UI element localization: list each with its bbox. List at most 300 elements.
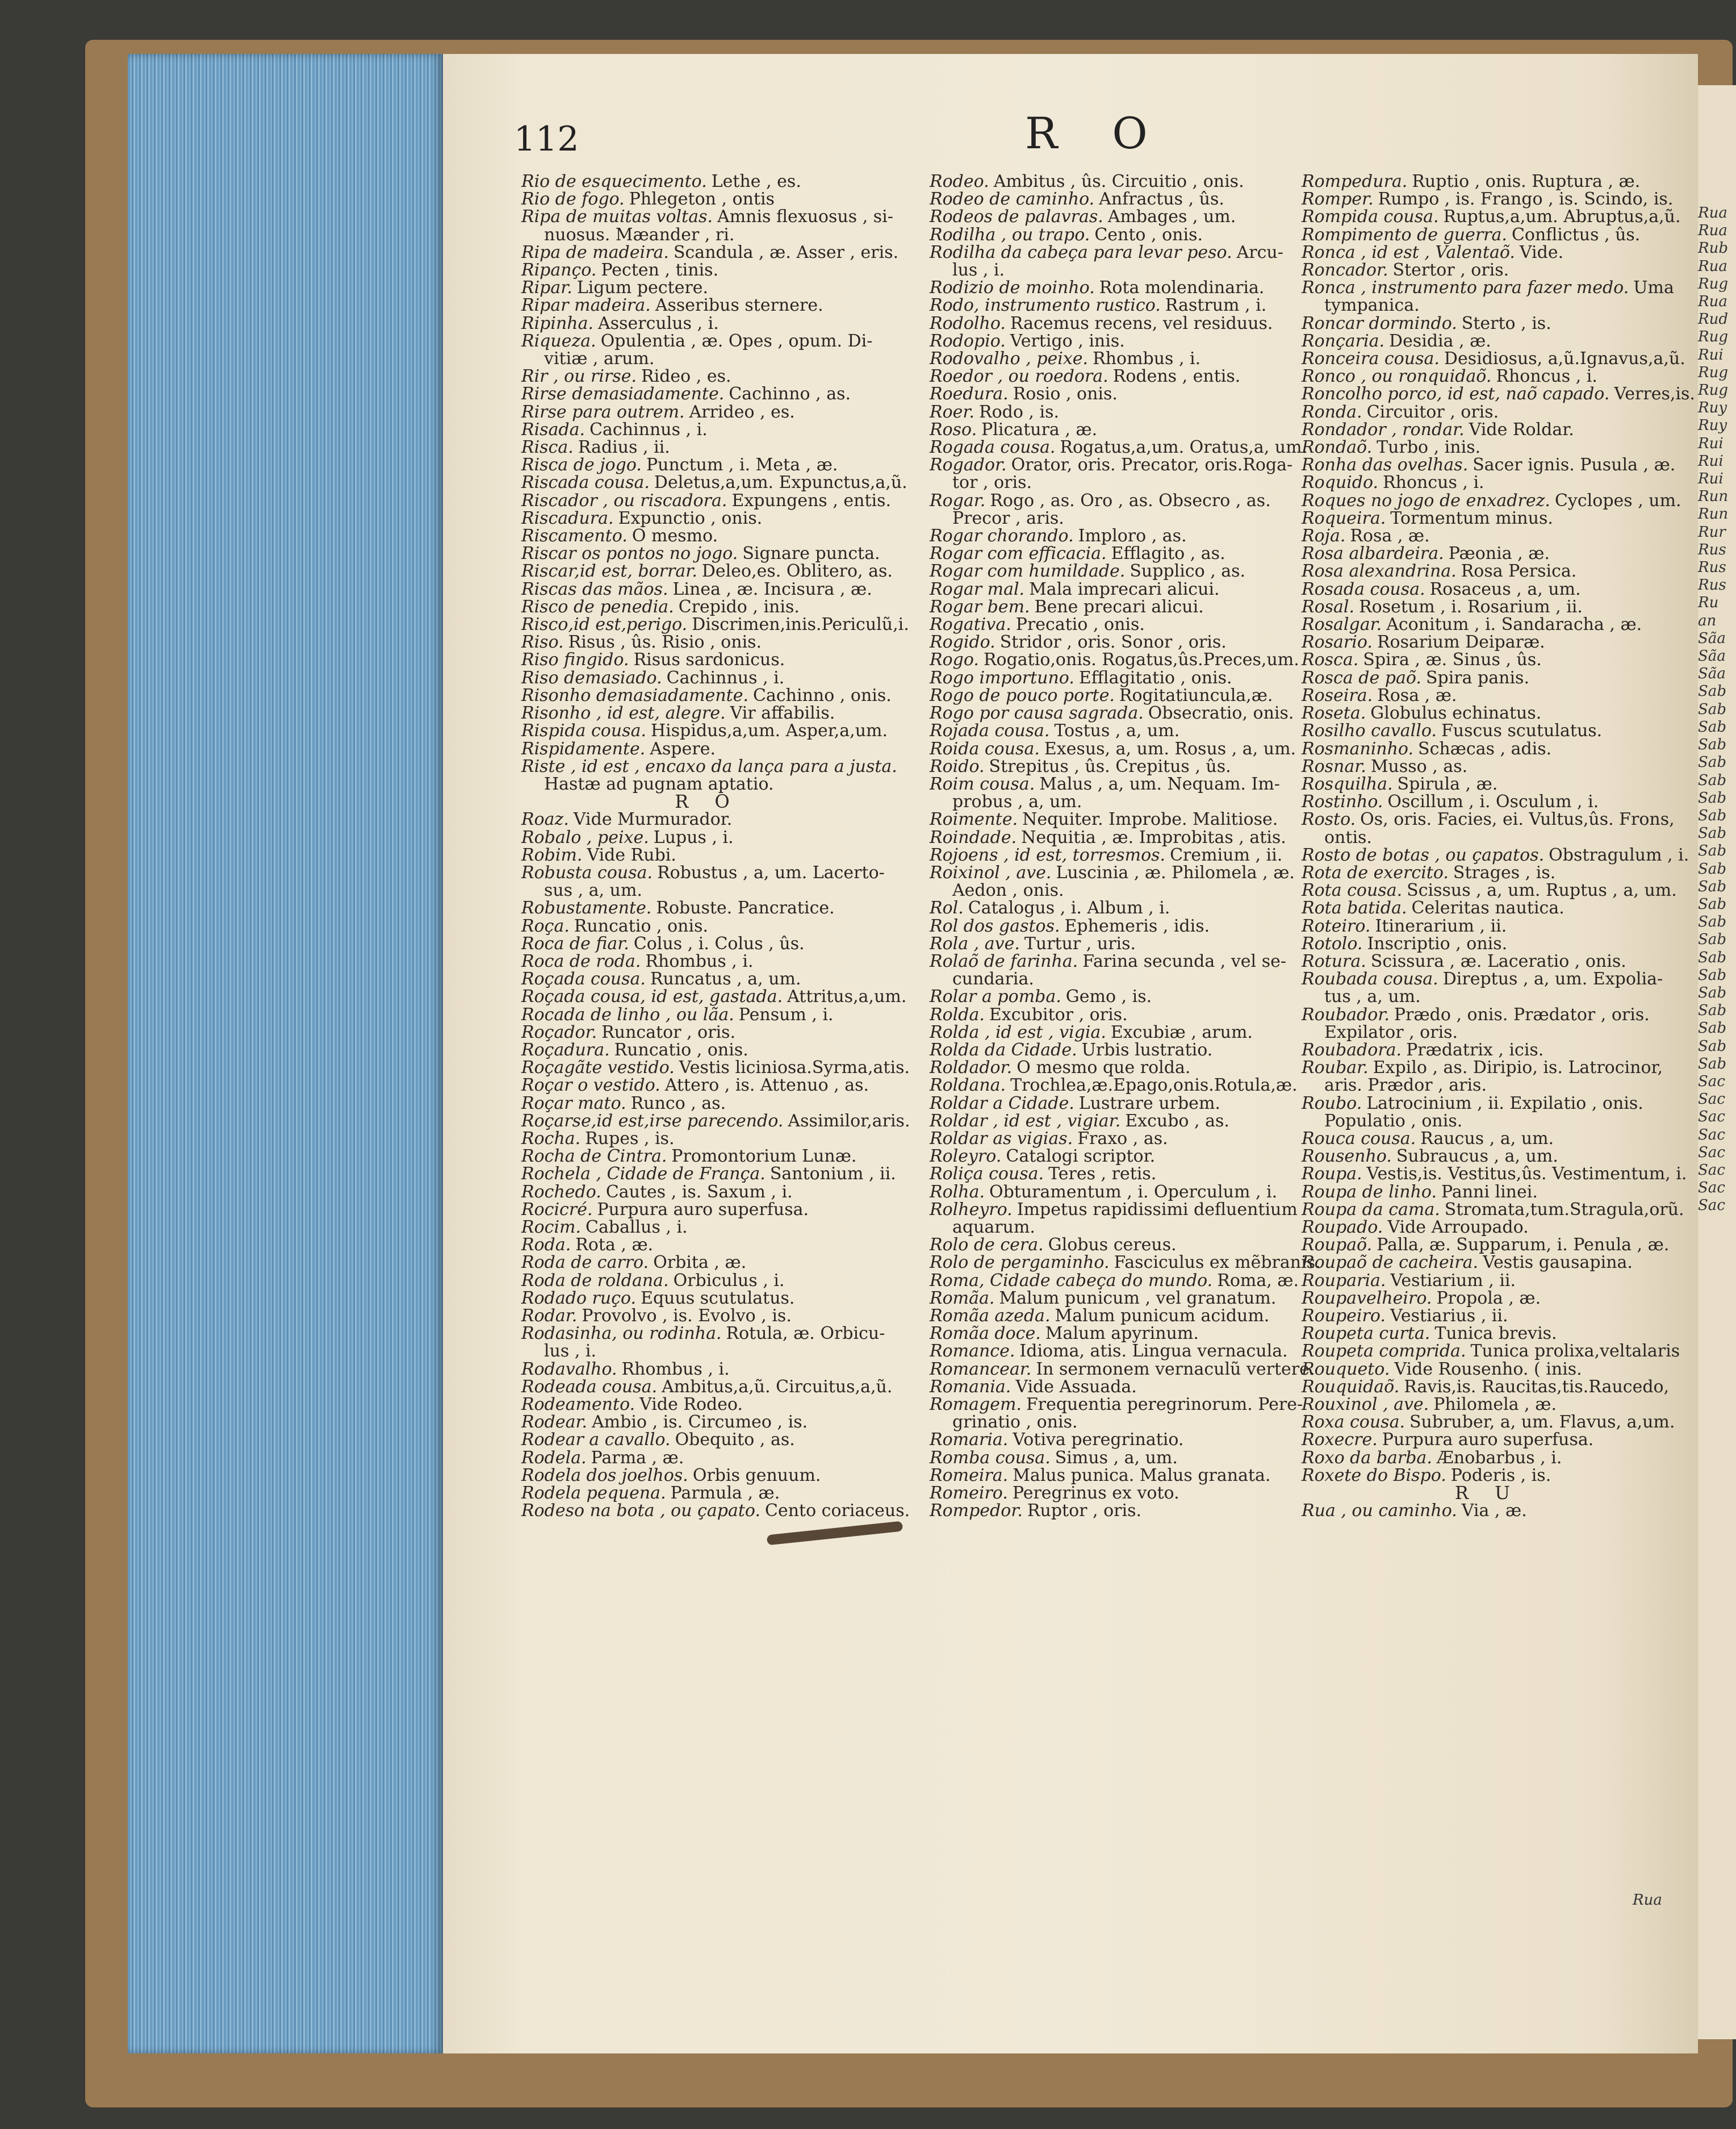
dictionary-entry xyxy=(521,687,893,704)
entry-definition: Lustrare urbem. xyxy=(1078,1093,1220,1113)
next-page-fragment: Sab xyxy=(1698,1020,1726,1037)
dictionary-entry xyxy=(521,350,893,368)
dictionary-entry xyxy=(1302,510,1674,527)
entry-headword: Rouquidaõ. xyxy=(1302,1376,1400,1397)
entry-definition: Rota molendinaria. xyxy=(1099,278,1265,298)
entry-headword: Rodilha da cabeça para levar peso. xyxy=(930,242,1232,262)
next-page-fragment: an xyxy=(1698,612,1717,629)
entry-definition: Imploro , as. xyxy=(1078,526,1187,546)
entry-definition: Runcator , oris. xyxy=(601,1022,736,1042)
entry-headword: Rodeos de palavras. xyxy=(930,207,1103,227)
dictionary-entry xyxy=(1302,953,1674,970)
entry-definition: Obturamentum , i. Operculum , i. xyxy=(989,1182,1278,1202)
entry-definition: Tunica brevis. xyxy=(1434,1324,1557,1344)
dictionary-entry xyxy=(521,1111,910,1131)
dictionary-entry xyxy=(521,1307,893,1325)
entry-headword: Rosario. xyxy=(1302,632,1373,653)
entry-definition: Tunica prolixa,veltalaris xyxy=(1470,1341,1680,1362)
entry-headword: Roedura. xyxy=(930,384,1009,404)
dictionary-entry xyxy=(521,651,893,669)
entry-headword: Rodear. xyxy=(521,1412,588,1433)
dictionary-entry xyxy=(521,1484,893,1502)
entry-definition: Promontorium Lunæ. xyxy=(671,1146,857,1167)
entry-definition: Rogo , as. Oro , as. Obsecro , as. xyxy=(990,490,1271,511)
entry-definition: Raucus , a, um. xyxy=(1420,1128,1554,1149)
entry-definition: Aedon , onis. xyxy=(952,880,1064,901)
dictionary-entry xyxy=(521,1360,893,1378)
entry-definition: Runcatio , onis. xyxy=(574,916,709,936)
entry-headword: Roim cousa. xyxy=(930,774,1035,794)
next-page-fragment: Ruy xyxy=(1698,399,1727,417)
entry-headword: Roda. xyxy=(521,1235,571,1255)
dictionary-entry xyxy=(1302,616,1674,633)
entry-headword: Rosto de botas , ou çapatos. xyxy=(1302,845,1545,865)
dictionary-entry xyxy=(1302,226,1674,244)
dictionary-entry xyxy=(1302,1112,1674,1130)
entry-definition: Impetus rapidissimi defluentium xyxy=(1016,1199,1298,1220)
entry-headword: Romania. xyxy=(930,1376,1011,1397)
entry-headword: Rocha de Cintra. xyxy=(521,1146,667,1167)
entry-headword: Roseta. xyxy=(1302,703,1366,724)
entry-headword: Ronca , instrumento para fazer medo. xyxy=(1302,278,1629,298)
entry-definition: O mesmo que rolda. xyxy=(1016,1058,1191,1078)
next-page-fragment: Sab xyxy=(1698,789,1726,807)
entry-definition: Rhombus , i. xyxy=(645,951,754,971)
entry-headword: Riso fingido. xyxy=(521,650,629,670)
entry-headword: Roçada cousa. xyxy=(521,969,646,990)
entry-definition: Catalogi scriptor. xyxy=(1006,1146,1156,1167)
dictionary-entry xyxy=(930,1396,1302,1413)
entry-definition: Ruptus,a,um. Abruptus,a,ũ. xyxy=(1443,207,1681,227)
dictionary-entry xyxy=(930,492,1302,510)
entry-definition: Ambages , um. xyxy=(1107,207,1236,227)
dictionary-entry xyxy=(521,226,893,244)
entry-definition: Rastrum , i. xyxy=(1165,295,1267,316)
dictionary-entry xyxy=(521,261,893,279)
entry-definition: Asseribus sternere. xyxy=(655,295,823,316)
dictionary-entry xyxy=(1302,775,1674,793)
dictionary-entry xyxy=(1302,1272,1674,1289)
entry-definition: Roma, æ. xyxy=(1217,1270,1299,1291)
entry-definition: Malus , a, um. Nequam. Im- xyxy=(1039,774,1280,794)
next-page-fragment: Sac xyxy=(1698,1179,1725,1197)
entry-definition: Ravis,is. Raucitas,tis.Raucedo, xyxy=(1404,1376,1670,1397)
dictionary-entry xyxy=(521,1413,893,1431)
dictionary-entry xyxy=(521,527,893,545)
dictionary-entry xyxy=(1302,793,1674,811)
dictionary-entry xyxy=(930,1130,1302,1147)
entry-definition: Vide Rubi. xyxy=(587,845,676,865)
entry-headword: Roca de fiar. xyxy=(521,933,629,954)
entry-definition: Oscillum , i. Osculum , i. xyxy=(1387,792,1599,812)
dictionary-entry xyxy=(1302,244,1674,261)
dictionary-entry xyxy=(930,829,1302,846)
entry-definition: tus , a, um. xyxy=(1324,987,1421,1007)
dictionary-entry xyxy=(930,988,1302,1005)
dictionary-entry xyxy=(1302,545,1674,562)
dictionary-entry xyxy=(521,510,893,527)
entry-definition: Purpura auro superfusa. xyxy=(1382,1430,1594,1450)
entry-definition: Orbiculus , i. xyxy=(673,1270,785,1291)
entry-definition: Peregrinus ex voto. xyxy=(1012,1483,1179,1504)
entry-definition: Mala imprecari alicui. xyxy=(1029,579,1220,599)
entry-definition: Pecten , tinis. xyxy=(601,260,719,281)
entry-definition: Parmula , æ. xyxy=(670,1483,780,1504)
entry-headword: Rodeamento. xyxy=(521,1395,635,1415)
dictionary-entry xyxy=(1302,740,1674,758)
entry-definition: Rhombus , i. xyxy=(621,1359,730,1379)
entry-headword: Risco,id est,perigo. xyxy=(521,615,688,635)
entry-definition: Farina secunda , vel se- xyxy=(1082,951,1286,971)
entry-definition: Prædo , onis. Prædator , oris. xyxy=(1394,1004,1650,1025)
dictionary-entry xyxy=(930,793,1302,811)
entry-definition: Vestiarius , ii. xyxy=(1390,1306,1508,1326)
dictionary-entry xyxy=(1302,581,1674,598)
next-page-fragment: Sab xyxy=(1698,913,1726,931)
entry-definition: Tormentum minus. xyxy=(1390,508,1553,528)
dictionary-entry xyxy=(1302,1431,1674,1448)
dictionary-entry xyxy=(521,1431,893,1448)
dictionary-entry xyxy=(521,1095,893,1112)
next-page-fragment: Rui xyxy=(1698,452,1724,470)
entry-definition: Orator, oris. Precator, oris.Roga- xyxy=(1011,455,1293,475)
entry-headword: Romãa doce. xyxy=(930,1324,1041,1344)
dictionary-entry xyxy=(521,1325,893,1342)
entry-headword: Roxecre. xyxy=(1302,1430,1378,1450)
entry-headword: Roques no jogo de enxadrez. xyxy=(1302,490,1550,511)
dictionary-entry xyxy=(930,421,1302,439)
entry-headword: Rosal. xyxy=(1302,596,1355,617)
entry-headword: Roda de carro. xyxy=(521,1253,649,1273)
entry-definition: Rogatus,a,um. Oratus,a, um. xyxy=(1060,437,1308,458)
dictionary-entry xyxy=(1302,190,1674,208)
entry-headword: Rouxinol , ave. xyxy=(1302,1395,1429,1415)
entry-headword: Risca de jogo. xyxy=(521,455,642,475)
dictionary-entry xyxy=(521,1218,893,1236)
dictionary-entry xyxy=(930,882,1302,899)
dictionary-entry xyxy=(1302,1360,1674,1378)
entry-definition: Schæcas , adis. xyxy=(1418,738,1552,759)
entry-definition: Assimilor,aris. xyxy=(788,1111,910,1131)
dictionary-entry xyxy=(521,1006,893,1024)
entry-definition: Runcatus , a, um. xyxy=(650,969,801,990)
dictionary-entry xyxy=(930,775,1302,793)
entry-definition: Desidiosus, a,ũ.Ignavus,a,ũ. xyxy=(1444,349,1685,369)
entry-headword: Rol. xyxy=(930,898,964,919)
entry-headword: Rosalgar. xyxy=(1302,615,1382,635)
entry-headword: Roupa. xyxy=(1302,1164,1362,1184)
entry-definition: Vir affabilis. xyxy=(730,703,835,724)
entry-headword: Rispida cousa. xyxy=(521,721,647,741)
entry-definition: Globus cereus. xyxy=(1048,1235,1177,1255)
entry-definition: Conflictus , ûs. xyxy=(1511,224,1641,245)
entry-definition: Malus punica. Malus granata. xyxy=(1013,1465,1271,1485)
dictionary-entry xyxy=(521,545,893,562)
dictionary-entry xyxy=(930,970,1302,988)
next-page-fragment: Rug xyxy=(1698,275,1728,293)
entry-definition: Robuste. Pancratice. xyxy=(656,898,835,919)
entry-headword: Rolo de cera. xyxy=(930,1235,1044,1255)
entry-headword: Rochedo. xyxy=(521,1182,601,1202)
entry-headword: Riso. xyxy=(521,632,564,653)
dictionary-entry xyxy=(521,332,893,350)
dictionary-entry xyxy=(521,1378,893,1396)
dictionary-entry xyxy=(930,1076,1302,1094)
entry-headword: Roda de roldana. xyxy=(521,1270,669,1291)
entry-definition: Circuitor , oris. xyxy=(1366,402,1499,422)
dictionary-entry xyxy=(1302,332,1674,350)
dictionary-entry xyxy=(1302,1006,1674,1024)
entry-definition: Subruber, a, um. Flavus, a,um. xyxy=(1409,1412,1675,1433)
dictionary-entry xyxy=(521,208,893,226)
entry-headword: Rotolo. xyxy=(1302,933,1363,954)
entry-headword: Roupa da cama. xyxy=(1302,1199,1440,1220)
dictionary-entry xyxy=(1302,1378,1674,1396)
entry-definition: Poderis , is. xyxy=(1450,1465,1551,1485)
entry-definition: Idioma, atis. Lingua vernacula. xyxy=(1019,1341,1288,1362)
entry-headword: Risco de penedia. xyxy=(521,596,674,617)
dictionary-entry xyxy=(521,439,893,456)
entry-headword: Rogo importuno. xyxy=(930,667,1074,688)
entry-headword: Rodovalho , peixe. xyxy=(930,349,1089,369)
entry-headword: Roldar as vigias. xyxy=(930,1128,1073,1149)
dictionary-entry xyxy=(930,1183,1302,1201)
next-page-fragment: Rud xyxy=(1698,311,1728,328)
dictionary-entry xyxy=(930,1236,1302,1254)
entry-headword: Rodavalho. xyxy=(521,1359,617,1379)
entry-headword: Rol dos gastos. xyxy=(930,916,1060,936)
dictionary-entry xyxy=(930,350,1302,368)
entry-headword: Robustamente. xyxy=(521,898,652,919)
dictionary-entry xyxy=(930,510,1302,527)
entry-definition: Excubitor , oris. xyxy=(989,1004,1128,1025)
dictionary-entry xyxy=(930,864,1302,882)
dictionary-entry xyxy=(930,740,1302,758)
entry-headword: Robim. xyxy=(521,845,583,865)
entry-definition: Catalogus , i. Album , i. xyxy=(968,898,1170,919)
entry-headword: Roja. xyxy=(1302,526,1346,546)
column-1 xyxy=(521,172,910,1521)
dictionary-entry xyxy=(521,1147,893,1165)
dictionary-entry xyxy=(930,403,1302,421)
next-page-fragment: Sab xyxy=(1698,895,1726,913)
next-page-fragment: Sac xyxy=(1698,1197,1725,1214)
dictionary-entry xyxy=(1302,988,1674,1005)
entry-definition: Plicatura , æ. xyxy=(981,419,1098,440)
next-page-fragment: Rua xyxy=(1698,222,1727,240)
entry-definition: Obequito , as. xyxy=(675,1430,795,1450)
entry-definition: Verres,is. xyxy=(1614,384,1695,404)
entry-definition: nuosus. Mæander , ri. xyxy=(544,224,735,245)
entry-definition: Excubo , as. xyxy=(1125,1111,1229,1131)
entry-headword: Roupa de linho. xyxy=(1302,1182,1437,1202)
dictionary-entry xyxy=(1302,1059,1674,1076)
next-page-fragment: Sab xyxy=(1698,860,1726,878)
next-page-fragment: Rug xyxy=(1698,364,1728,381)
entry-definition: Pæonia , æ. xyxy=(1448,544,1550,564)
entry-definition: Inscriptio , onis. xyxy=(1367,933,1508,954)
entry-headword: Roçar mato. xyxy=(521,1093,626,1113)
entry-definition: Strepitus , ûs. Crepitus , ûs. xyxy=(989,756,1231,777)
entry-headword: Roimente. xyxy=(930,809,1018,830)
entry-headword: Rolda da Cidade. xyxy=(930,1040,1077,1060)
entry-definition: Colus , i. Colus , ûs. xyxy=(633,933,805,954)
dictionary-entry xyxy=(1302,598,1674,616)
entry-definition: Stridor , oris. Sonor , oris. xyxy=(999,632,1227,653)
entry-definition: ontis. xyxy=(1324,827,1372,848)
dictionary-entry xyxy=(521,633,893,651)
dictionary-entry xyxy=(521,1076,893,1094)
next-page-fragment: Rur xyxy=(1698,523,1726,541)
entry-headword: Roida cousa. xyxy=(930,738,1040,759)
entry-headword: Roldana. xyxy=(930,1075,1006,1096)
entry-definition: Sterto , is. xyxy=(1461,313,1551,333)
dictionary-entry xyxy=(1302,1502,1674,1519)
dictionary-entry xyxy=(1302,1095,1674,1112)
entry-definition: grinatio , onis. xyxy=(952,1412,1078,1433)
entry-headword: Roixinol , ave. xyxy=(930,862,1052,883)
dictionary-entry xyxy=(930,1289,1302,1307)
dictionary-entry xyxy=(1302,403,1674,421)
entry-definition: Ambitus , ûs. Circuitio , onis. xyxy=(993,172,1244,191)
dictionary-entry xyxy=(930,226,1302,244)
dictionary-entry xyxy=(930,562,1302,580)
entry-headword: Rola , ave. xyxy=(930,933,1020,954)
section-heading: R O xyxy=(675,791,740,813)
dictionary-entry xyxy=(1302,1236,1674,1254)
entry-definition: Rumpo , is. Frango , is. Scindo, is. xyxy=(1378,189,1674,210)
dictionary-entry xyxy=(930,917,1302,935)
entry-definition: Orbis genuum. xyxy=(692,1465,821,1485)
entry-headword: Ronda. xyxy=(1302,402,1362,422)
entry-definition: Stromata,tum.Stragula,orũ. xyxy=(1444,1199,1684,1220)
dictionary-entry xyxy=(930,616,1302,633)
entry-headword: Romper. xyxy=(1302,189,1374,210)
next-page-fragment: Sac xyxy=(1698,1108,1725,1126)
next-page-fragment: Sab xyxy=(1698,842,1726,860)
dictionary-entry xyxy=(521,1236,893,1254)
next-page-fragment: Run xyxy=(1698,488,1729,506)
entry-headword: Rodela pequena. xyxy=(521,1483,666,1504)
next-page-fragment: Sac xyxy=(1698,1126,1725,1143)
section-heading: R U xyxy=(1454,1482,1521,1504)
entry-definition: Anfractus , ûs. xyxy=(1099,189,1224,210)
dictionary-entry xyxy=(521,917,893,935)
dictionary-entry xyxy=(930,1218,1302,1236)
entry-headword: Rosca de paõ. xyxy=(1302,667,1421,688)
entry-headword: Rogo. xyxy=(930,650,979,670)
dictionary-entry xyxy=(1302,315,1674,332)
entry-definition: Ligum pectere. xyxy=(576,278,709,298)
entry-headword: Roubar. xyxy=(1302,1058,1369,1078)
entry-definition: In sermonem vernaculũ vertere. xyxy=(1036,1359,1315,1379)
dictionary-entry xyxy=(930,704,1302,722)
entry-definition: Phlegeton , ontis xyxy=(629,189,775,210)
entry-definition: Teres , retis. xyxy=(1048,1164,1157,1184)
dictionary-entry xyxy=(521,581,893,598)
entry-definition: Fraxo , as. xyxy=(1077,1128,1168,1149)
dictionary-entry xyxy=(1302,1076,1674,1094)
entry-definition: probus , a, um. xyxy=(952,792,1082,812)
entry-definition: Palla, æ. Supparum, i. Penula , æ. xyxy=(1377,1235,1670,1255)
entry-headword: Riscas das mãos. xyxy=(521,579,668,599)
dictionary-entry xyxy=(1302,651,1674,669)
dictionary-entry xyxy=(521,190,893,208)
next-page-fragment: Sac xyxy=(1698,1143,1725,1161)
dictionary-entry xyxy=(930,1059,1302,1076)
dictionary-entry xyxy=(1302,864,1674,882)
entry-definition: sus , a, um. xyxy=(544,880,642,901)
entry-definition: Subraucus , a, um. xyxy=(1396,1146,1558,1167)
entry-definition: Expunctio , onis. xyxy=(618,508,763,528)
next-page-fragment: Sac xyxy=(1698,1091,1725,1108)
entry-headword: Rogador. xyxy=(930,455,1007,475)
entry-definition: Bene precari alicui. xyxy=(1034,596,1204,617)
dictionary-entry xyxy=(521,1272,893,1289)
entry-definition: Spira , æ. Sinus , ûs. xyxy=(1363,650,1542,670)
next-page-fragment: Sab xyxy=(1698,931,1726,949)
entry-definition: Ruptio , onis. Ruptura , æ. xyxy=(1412,172,1641,191)
dictionary-entry xyxy=(1302,669,1674,687)
dictionary-entry xyxy=(521,1183,893,1201)
dictionary-entry xyxy=(1302,173,1674,190)
entry-headword: Ripanço. xyxy=(521,260,597,281)
dictionary-entry xyxy=(930,437,1308,458)
dictionary-entry xyxy=(930,173,1302,190)
dictionary-entry xyxy=(1302,633,1674,651)
entry-headword: Riscar,id est, borrar. xyxy=(521,561,697,582)
entry-definition: Latrocinium , ii. Expilatio , onis. xyxy=(1366,1093,1643,1113)
dictionary-entry xyxy=(521,935,893,953)
dictionary-entry xyxy=(521,598,893,616)
next-page-fragment: Sab xyxy=(1698,807,1726,824)
page-number: 112 xyxy=(514,119,579,159)
entry-headword: Rogo por causa sagrada. xyxy=(930,703,1144,724)
entry-definition: Efflagitatio , onis. xyxy=(1078,667,1232,688)
dictionary-entry xyxy=(521,740,893,758)
entry-definition: Spira panis. xyxy=(1425,667,1529,688)
entry-headword: Rondaõ. xyxy=(1302,437,1373,458)
entry-headword: Rodopio. xyxy=(930,331,1006,351)
entry-headword: Roncar dormindo. xyxy=(1302,313,1457,333)
entry-definition: Cento , onis. xyxy=(1094,224,1203,245)
dictionary-entry xyxy=(1302,421,1674,439)
dictionary-entry xyxy=(1302,899,1674,917)
entry-definition: Arrideo , es. xyxy=(689,402,795,422)
entry-definition: Prædatrix , icis. xyxy=(1406,1040,1544,1060)
entry-definition: Rupes , is. xyxy=(585,1128,675,1149)
entry-headword: Rotura. xyxy=(1302,951,1366,971)
entry-definition: Ænobarbus , i. xyxy=(1436,1447,1562,1468)
entry-definition: Vide Arroupado. xyxy=(1387,1217,1529,1237)
next-page-fragment: Rua xyxy=(1698,257,1727,275)
entry-definition: Turtur , uris. xyxy=(1024,933,1136,954)
dictionary-entry xyxy=(930,368,1302,385)
entry-headword: Roedor , ou roedora. xyxy=(930,366,1108,387)
entry-headword: Rolha. xyxy=(930,1182,985,1202)
entry-headword: Roncador. xyxy=(1302,260,1388,281)
entry-definition: Stertor , oris. xyxy=(1392,260,1509,281)
entry-headword: Rodo, instrumento rustico. xyxy=(930,295,1161,316)
entry-definition: Risus , ûs. Risio , onis. xyxy=(568,632,762,653)
dictionary-entry xyxy=(930,1095,1302,1112)
dictionary-entry xyxy=(930,953,1302,970)
entry-headword: Rogar com efficacia. xyxy=(930,544,1107,564)
dictionary-entry xyxy=(521,846,893,864)
entry-headword: Rojoens , id est, torresmos. xyxy=(930,845,1166,865)
entry-headword: Ripar madeira. xyxy=(521,295,651,316)
dictionary-entry xyxy=(930,1359,1315,1379)
